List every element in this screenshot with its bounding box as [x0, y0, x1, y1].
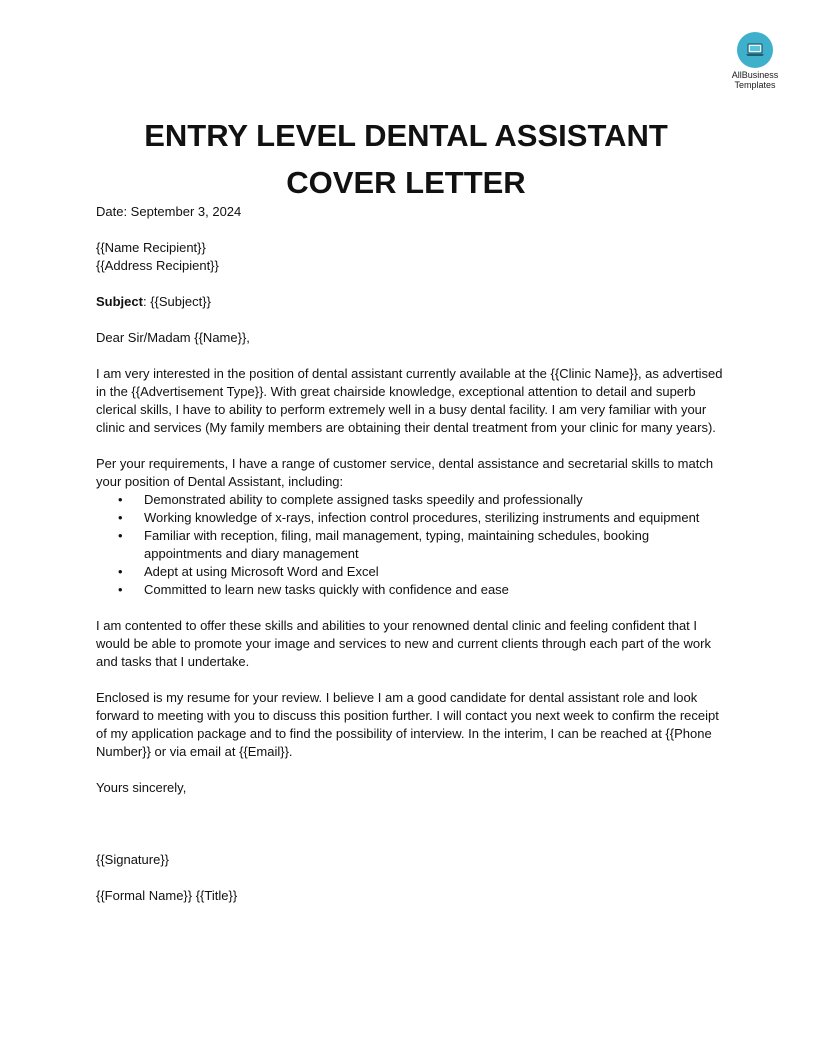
recipient-name: {{Name Recipient}}: [96, 240, 206, 255]
skill-text: Working knowledge of x-rays, infection control procedures, sterilizing instruments and equipment: [144, 510, 700, 525]
bullet-icon: •: [118, 582, 123, 597]
list-item: [96, 527, 724, 563]
skill-text: Committed to learn new tasks quickly with confidence and ease: [144, 582, 509, 597]
list-item: [96, 491, 724, 509]
brand-logo: [722, 32, 788, 90]
letter-body: [96, 203, 724, 905]
document-title: ENTRY LEVEL DENTAL ASSISTANT COVER LETTER: [144, 118, 668, 200]
list-item: [96, 563, 724, 581]
bullet-icon: •: [118, 564, 123, 579]
subject-line: [96, 293, 724, 311]
list-item: [96, 509, 724, 527]
logo-badge: [737, 32, 773, 68]
laptop-icon: [744, 41, 766, 59]
skill-text: Demonstrated ability to complete assigned tasks speedily and professionally: [144, 492, 583, 507]
salutation: Dear Sir/Madam {{Name}},: [96, 330, 250, 345]
list-item: [96, 581, 724, 599]
paragraph-enclosed: Enclosed is my resume for your review. I believe I am a good candidate for dental assistant role and look forward to meeting with you to discuss this position further. I will contact you next week to confirm the receipt of my application package and to find the possibility of interview. In the interim, I can be reached at {{Phone Number}} or via email at {{Email}}.: [96, 690, 719, 759]
closing: Yours sincerely,: [96, 780, 187, 795]
recipient-address: {{Address Recipient}}: [96, 258, 219, 273]
skills-list: [96, 491, 724, 599]
letter-date: Date: September 3, 2024: [96, 204, 242, 219]
signature: {{Signature}}: [96, 852, 170, 867]
logo-text-line1: AllBusiness: [731, 70, 779, 80]
logo-text-line2: Templates: [734, 80, 776, 90]
formal-name: {{Formal Name}} {{Title}}: [96, 888, 238, 903]
paragraph-requirements: Per your requirements, I have a range of customer service, dental assistance and secretarial skills to match your position of Dental Assistant, including:: [96, 456, 714, 489]
skill-text: Familiar with reception, filing, mail management, typing, maintaining schedules, booking appointments and diary management: [144, 528, 650, 561]
paragraph-offer: I am contented to offer these skills and abilities to your renowned dental clinic and feeling confident that I would be able to promote your image and services to new and current clients through each part of the work and tasks that I undertake.: [96, 618, 711, 669]
subject-value: : {{Subject}}: [142, 294, 211, 309]
bullet-icon: •: [118, 528, 123, 543]
subject-label: Subject: [96, 294, 143, 309]
bullet-icon: •: [118, 510, 123, 525]
skill-text: Adept at using Microsoft Word and Excel: [144, 564, 379, 579]
bullet-icon: •: [118, 492, 123, 507]
paragraph-interest: I am very interested in the position of dental assistant currently available at the {{Clinic Name}}, as advertised in the {{Advertisement Type}}. With great chairside knowledge, exceptional attention to detail and superb clerical skills, I have to ability to perform extremely well in a busy dental facility. I am very familiar with your clinic and services (My family members are obtaining their dental treatment from your clinic for many years).: [96, 366, 723, 435]
